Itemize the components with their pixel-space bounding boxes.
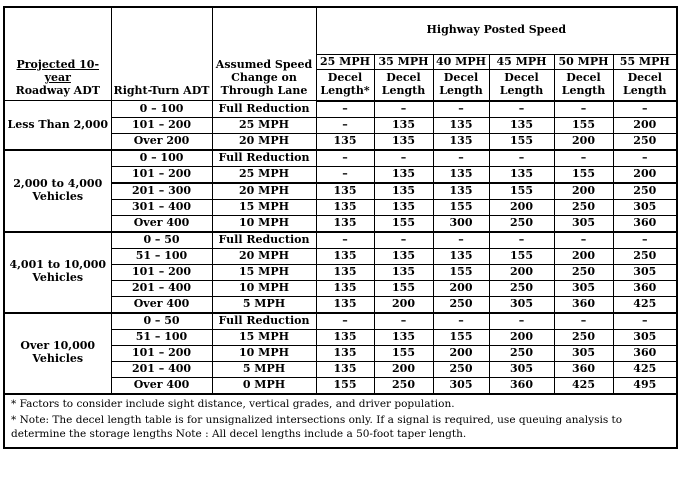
decel-value-cell: 155 [489,133,554,149]
decel-value-cell: 155 [374,280,433,296]
decel-value-cell: – [374,101,433,117]
speed-change-cell: 15 MPH [212,329,316,345]
right-turn-range-cell: Over 400 [111,296,212,312]
decel-value-cell: 250 [613,133,677,149]
right-turn-range-cell: 0 – 50 [111,232,212,248]
decel-value-cell: 155 [554,117,613,133]
decel-value-cell: 495 [613,377,677,393]
decel-value-cell: – [613,101,677,117]
decel-value-cell: 135 [433,166,489,182]
speed-change-cell: 25 MPH [212,117,316,133]
speed-change-cell: Full Reduction [212,101,316,117]
decel-length-header-40: Decel Length [433,70,489,101]
speed-change-cell: 10 MPH [212,280,316,296]
decel-value-cell: 305 [489,361,554,377]
decel-value-cell: 200 [554,183,613,199]
decel-value-cell: 135 [316,215,374,231]
decel-value-cell: 200 [489,329,554,345]
decel-value-cell: – [316,117,374,133]
decel-value-cell: 250 [489,345,554,361]
decel-value-cell: – [613,150,677,166]
decel-value-cell: – [374,150,433,166]
decel-value-cell: 155 [374,345,433,361]
footnote-factors: * Factors to consider include sight distance, vertical grades, and driver population. [11,397,455,410]
decel-value-cell: 155 [316,377,374,393]
speed-change-cell: 0 MPH [212,377,316,393]
decel-value-cell: 155 [554,166,613,182]
decel-value-cell: 305 [489,296,554,312]
speed-change-cell: 5 MPH [212,361,316,377]
decel-value-cell: 305 [554,215,613,231]
decel-value-cell: – [316,166,374,182]
decel-value-cell: 155 [433,264,489,280]
decel-value-cell: – [554,232,613,248]
decel-length-header-35: Decel Length [374,70,433,101]
decel-value-cell: 305 [433,377,489,393]
speed-column-header-25: 25 MPH [316,54,374,70]
decel-value-cell: 250 [613,248,677,264]
right-turn-range-cell: 51 – 100 [111,248,212,264]
decel-value-cell: 360 [613,280,677,296]
footnotes-cell [4,394,677,449]
speed-change-header: Assumed Speed Change on Through Lane [212,7,316,101]
decel-value-cell: 200 [613,117,677,133]
decel-value-cell: 250 [554,264,613,280]
decel-value-cell: 360 [489,377,554,393]
decel-value-cell: 135 [374,166,433,182]
decel-value-cell: 200 [554,133,613,149]
decel-length-table [3,6,678,449]
decel-value-cell: – [554,313,613,329]
decel-value-cell: 200 [374,296,433,312]
decel-value-cell: – [489,150,554,166]
decel-value-cell: 250 [433,361,489,377]
decel-value-cell: 250 [433,296,489,312]
right-turn-adt-header: Right-Turn ADT [111,7,212,101]
right-turn-range-cell: 201 – 300 [111,183,212,199]
decel-value-cell: 135 [316,329,374,345]
decel-value-cell: – [613,232,677,248]
projected-adt-header-line2: Roadway ADT [15,83,100,97]
speed-change-cell: 10 MPH [212,215,316,231]
right-turn-range-cell: 101 – 200 [111,166,212,182]
decel-value-cell: 250 [613,183,677,199]
adt-group-cell: 2,000 to 4,000 Vehicles [4,150,111,232]
decel-value-cell: – [613,313,677,329]
speed-change-cell: 15 MPH [212,264,316,280]
right-turn-range-cell: Over 400 [111,215,212,231]
decel-value-cell: – [316,150,374,166]
right-turn-range-cell: 101 – 200 [111,117,212,133]
right-turn-range-cell: 0 – 50 [111,313,212,329]
speed-change-cell: 10 MPH [212,345,316,361]
decel-value-cell: 135 [316,280,374,296]
decel-value-cell: 305 [613,264,677,280]
right-turn-range-cell: 201 – 400 [111,280,212,296]
highway-posted-speed-header: Highway Posted Speed [316,7,677,54]
decel-value-cell: 200 [433,345,489,361]
decel-value-cell: 155 [433,329,489,345]
decel-value-cell: 135 [433,248,489,264]
decel-value-cell: 425 [613,361,677,377]
right-turn-range-cell: 201 – 400 [111,361,212,377]
decel-value-cell: – [489,232,554,248]
decel-value-cell: 305 [554,345,613,361]
decel-value-cell: 200 [554,248,613,264]
speed-change-cell: 15 MPH [212,199,316,215]
decel-value-cell: 305 [613,329,677,345]
decel-value-cell: – [374,232,433,248]
decel-value-cell: 200 [433,280,489,296]
decel-length-header-45: Decel Length [489,70,554,101]
decel-value-cell: 155 [374,215,433,231]
decel-value-cell: – [433,150,489,166]
decel-value-cell: 200 [489,264,554,280]
decel-value-cell: 135 [316,296,374,312]
table-footer [4,394,677,449]
decel-value-cell: 360 [613,215,677,231]
speed-change-cell: 5 MPH [212,296,316,312]
table-row [4,101,677,117]
decel-value-cell: 135 [374,248,433,264]
decel-value-cell: 135 [374,117,433,133]
decel-value-cell: – [489,313,554,329]
decel-length-header-55: Decel Length [613,70,677,101]
decel-value-cell: 300 [433,215,489,231]
decel-value-cell: 135 [374,264,433,280]
adt-group-cell: Over 10,000 Vehicles [4,313,111,394]
adt-group-cell: 4,001 to 10,000 Vehicles [4,232,111,313]
decel-value-cell: 135 [316,183,374,199]
right-turn-range-cell: Over 200 [111,133,212,149]
decel-value-cell: 155 [489,248,554,264]
decel-value-cell: 135 [433,183,489,199]
speed-change-cell: 20 MPH [212,248,316,264]
speed-change-cell: 25 MPH [212,166,316,182]
speed-column-header-55: 55 MPH [613,54,677,70]
decel-value-cell: 250 [489,215,554,231]
decel-length-header-50: Decel Length [554,70,613,101]
decel-value-cell: – [433,101,489,117]
decel-value-cell: 135 [433,133,489,149]
decel-value-cell: 360 [554,296,613,312]
decel-value-cell: 135 [316,361,374,377]
right-turn-range-cell: 0 – 100 [111,101,212,117]
decel-value-cell: – [316,101,374,117]
decel-value-cell: – [316,232,374,248]
decel-value-cell: – [316,313,374,329]
speed-change-cell: Full Reduction [212,232,316,248]
decel-value-cell: – [489,101,554,117]
speed-change-cell: Full Reduction [212,313,316,329]
decel-value-cell: – [554,101,613,117]
decel-value-cell: 425 [554,377,613,393]
decel-value-cell: 135 [316,345,374,361]
decel-value-cell: 135 [489,117,554,133]
decel-length-header-25: Decel Length* [316,70,374,101]
right-turn-range-cell: 51 – 100 [111,329,212,345]
decel-value-cell: 200 [489,199,554,215]
decel-value-cell: 135 [316,264,374,280]
right-turn-range-cell: 0 – 100 [111,150,212,166]
projected-adt-header [4,7,111,101]
right-turn-range-cell: Over 400 [111,377,212,393]
footnote-unsignalized: * Note: The decel length table is for unsignalized intersections only. If a signal is required, use queuing analysis to determine the storage lengths Note : All decel lengths include a 50-foot taper length. [11,413,623,440]
decel-value-cell: 135 [316,199,374,215]
speed-column-header-45: 45 MPH [489,54,554,70]
speed-column-header-50: 50 MPH [554,54,613,70]
adt-group-cell: Less Than 2,000 [4,101,111,150]
decel-value-cell: 135 [433,117,489,133]
table-row [4,232,677,248]
decel-value-cell: 305 [554,280,613,296]
decel-value-cell: 155 [489,183,554,199]
decel-value-cell: 155 [433,199,489,215]
decel-value-cell: 135 [489,166,554,182]
decel-value-cell: 250 [489,280,554,296]
decel-value-cell: 250 [374,377,433,393]
decel-value-cell: 360 [554,361,613,377]
decel-value-cell: 360 [613,345,677,361]
speed-change-cell: 20 MPH [212,183,316,199]
speed-column-header-35: 35 MPH [374,54,433,70]
decel-value-cell: – [433,313,489,329]
decel-value-cell: 200 [613,166,677,182]
table-row [4,313,677,329]
decel-value-cell: – [374,313,433,329]
decel-value-cell: 250 [554,329,613,345]
decel-value-cell: 135 [316,133,374,149]
speed-column-header-40: 40 MPH [433,54,489,70]
decel-value-cell: 135 [374,133,433,149]
speed-change-cell: Full Reduction [212,150,316,166]
projected-adt-header-line1: Projected 10-year [16,57,100,84]
speed-change-cell: 20 MPH [212,133,316,149]
decel-value-cell: 135 [374,329,433,345]
decel-value-cell: – [554,150,613,166]
right-turn-range-cell: 101 – 200 [111,345,212,361]
decel-value-cell: 250 [554,199,613,215]
right-turn-range-cell: 301 – 400 [111,199,212,215]
table-header [4,7,677,101]
table-row [4,150,677,166]
decel-value-cell: 135 [374,199,433,215]
decel-value-cell: 135 [316,248,374,264]
decel-value-cell: 200 [374,361,433,377]
decel-value-cell: – [433,232,489,248]
right-turn-range-cell: 101 – 200 [111,264,212,280]
decel-value-cell: 305 [613,199,677,215]
table-body [4,101,677,394]
decel-value-cell: 135 [374,183,433,199]
decel-value-cell: 425 [613,296,677,312]
